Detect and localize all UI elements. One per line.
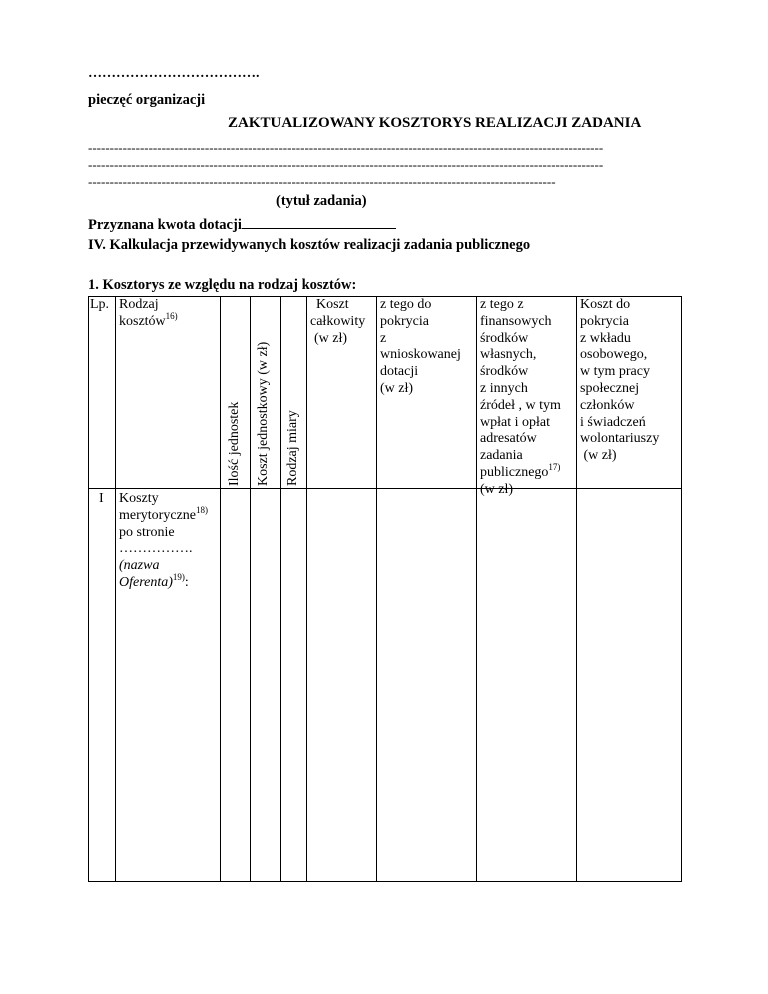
header-rodzaj-line1: Rodzaj: [119, 297, 159, 312]
row1-name-text: merytoryczne: [119, 507, 196, 523]
footnote-ref-19: 19): [172, 571, 185, 582]
header-finansowe-line: z tego z: [480, 297, 524, 312]
header-dotacja-line: z: [380, 330, 387, 346]
signature-dots: ……………………………….: [88, 66, 260, 81]
grant-amount-blank: [242, 214, 396, 229]
header-row-divider: [88, 488, 682, 489]
header-finansowe-line: zadania: [480, 448, 523, 464]
row1-name-line: [119, 504, 208, 525]
row1-cost-name: [119, 491, 208, 592]
row1-name-text: Oferenta): [119, 574, 173, 590]
header-ilosc-jednostek: Ilość jednostek: [227, 401, 242, 486]
header-osobowe-line: wolontariuszy: [580, 431, 660, 447]
header-osobowe-line: (w zł): [580, 448, 617, 464]
col-divider: [376, 296, 377, 882]
header-finansowe-line: wpłat i opłat: [480, 414, 550, 430]
header-koszt-calkowity: [310, 297, 365, 347]
header-rodzaj-text: kosztów: [119, 313, 166, 329]
header-dotacja-line: z tego do: [380, 297, 432, 312]
header-koszt-calk-line: (w zł): [314, 330, 348, 346]
col-divider: [576, 296, 577, 882]
row1-name-line: po stronie: [119, 524, 175, 540]
header-finansowe-line: z innych: [480, 380, 528, 396]
col-divider: [115, 296, 116, 882]
header-dotacja-line: wnioskowanej: [380, 347, 461, 363]
header-dotacja: [380, 297, 461, 398]
header-dotacja-line: dotacji: [380, 364, 419, 380]
header-rodzaj-miary: Rodzaj miary: [285, 410, 300, 486]
col-divider: [220, 296, 221, 882]
footnote-ref-17: 17): [548, 461, 561, 472]
header-finansowe-line: adresatów: [480, 431, 537, 447]
header-osobowe-line: osobowego,: [580, 347, 648, 363]
row1-name-line: (nazwa: [119, 558, 160, 574]
header-osobowe-line: z wkładu: [580, 330, 631, 346]
header-rodzaj-line2: [119, 310, 178, 331]
header-finansowe-line: finansowych: [480, 313, 552, 329]
header-rodzaj-kosztow: [119, 297, 178, 331]
row1-lp: I: [99, 491, 104, 506]
header-finansowe: [480, 297, 561, 499]
header-lp: Lp.: [90, 297, 110, 312]
header-osobowe-line: i świadczeń: [580, 414, 646, 430]
header-osobowe: [580, 297, 659, 465]
header-koszt-jednostkowy: Koszt jednostkowy (w zł): [256, 341, 271, 486]
header-finansowe-line: środków: [480, 330, 529, 346]
document-title: ZAKTUALIZOWANY KOSZTORYS REALIZACJI ZADANIA: [228, 115, 642, 131]
header-koszt-calk-line: Koszt: [316, 297, 349, 312]
header-finansowe-line: środków: [480, 364, 529, 380]
col-divider: [250, 296, 251, 882]
dash-line-1: -----------------------------------------------------------------------------------------------------------------------: [88, 140, 604, 155]
row1-name-line: Koszty: [119, 491, 159, 506]
header-dotacja-line: pokrycia: [380, 313, 429, 329]
subsection-heading: 1. Kosztorys ze względu na rodzaj kosztów:: [88, 277, 357, 293]
col-divider: [280, 296, 281, 882]
stamp-label: pieczęć organizacji: [88, 92, 206, 108]
header-finansowe-line: własnych,: [480, 347, 537, 363]
row1-name-line: [119, 571, 208, 592]
header-osobowe-line: społecznej: [580, 380, 640, 396]
row1-name-suffix: :: [184, 574, 189, 590]
header-koszt-calk-line: całkowity: [310, 313, 366, 329]
header-finansowe-unit: (w zł): [480, 481, 514, 497]
footnote-ref-16: 16): [165, 310, 178, 321]
header-osobowe-line: Koszt do: [580, 297, 631, 312]
header-finansowe-text: publicznego: [480, 464, 549, 480]
grant-label: Przyznana kwota dotacji: [88, 217, 242, 233]
header-dotacja-line: (w zł): [380, 380, 414, 396]
footnote-ref-18: 18): [195, 504, 208, 515]
header-osobowe-line: pokrycia: [580, 313, 629, 329]
row1-name-line: …………….: [119, 541, 193, 557]
header-finansowe-line: [480, 461, 561, 482]
col-divider: [476, 296, 477, 882]
cost-table: [88, 296, 682, 882]
header-osobowe-line: w tym pracy: [580, 364, 650, 380]
header-finansowe-line: źródeł , w tym: [480, 397, 561, 413]
grant-amount-line: [88, 214, 396, 234]
task-title-label: (tytuł zadania): [276, 193, 367, 209]
dash-line-3: ------------------------------------------------------------------------------------------------------------: [88, 174, 556, 189]
dash-line-2: -----------------------------------------------------------------------------------------------------------------------: [88, 157, 604, 172]
col-divider: [306, 296, 307, 882]
header-osobowe-line: członków: [580, 397, 635, 413]
section-heading: IV. Kalkulacja przewidywanych kosztów realizacji zadania publicznego: [88, 237, 531, 253]
